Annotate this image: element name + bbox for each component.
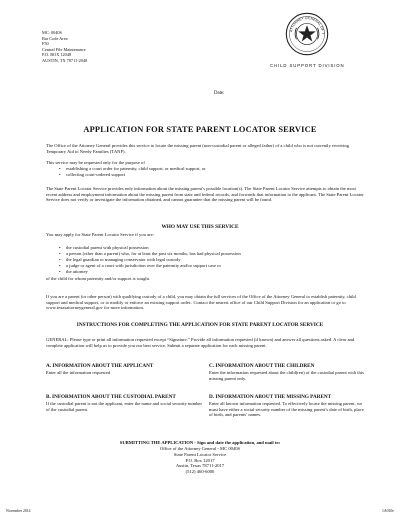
section-d-text: Enter all known information requested. To effectively locate the missing parent, we must have either a social security number of the missing parent’s date of birth, place of birth, and parents’ names.: [209, 400, 364, 418]
agency-address: [42, 30, 87, 64]
submit-header: SUBMITTING THE APPLICATION - Sign and date the application, and mail to:: [119, 440, 281, 445]
seal-text: ATTORNEY GENERAL OF T: [289, 16, 325, 35]
who-list: [66, 245, 366, 275]
list-item: • collecting court-ordered support: [66, 172, 366, 178]
section-c-text: Enter the information requested about the child(ren) of the custodial parent with this missing parent only.: [209, 369, 364, 381]
form-title: APPLICATION FOR STATE PARENT LOCATOR SERVICE: [83, 125, 317, 134]
instructions-header: INSTRUCTIONS FOR COMPLETING THE APPLICATION FOR STATE PARENT LOCATOR SERVICE: [76, 322, 324, 328]
section-d-title: D. INFORMATION ABOUT THE MISSING PARENT: [209, 394, 332, 400]
address-line: (512) 460-6000: [185, 469, 215, 475]
section-d: [209, 395, 365, 418]
address-line: F50: [42, 41, 49, 47]
section-a: [46, 364, 202, 376]
list-item: • a judge or agent of a court with jurisdiction over the paternity and/or support case or: [66, 263, 366, 269]
who-header: WHO MAY USE THIS SERVICE: [161, 224, 239, 230]
list-item: • establishing a court order for paternity, child support, or medical support, or: [66, 166, 366, 172]
address-line: P.O. Box 12017: [185, 457, 215, 463]
footer-date: November 2014: [6, 509, 31, 513]
section-c-title: C. INFORMATION ABOUT THE CHILDREN: [209, 363, 315, 369]
address-line: State Parent Locator Service: [173, 451, 227, 457]
address-line: Central File Maintenance: [42, 46, 86, 52]
date-label: Date:: [214, 91, 225, 96]
address-line: AUSTIN, TX 78711-2048: [42, 57, 88, 63]
section-b: [46, 395, 202, 412]
who-tail: of the child for whom paternity and/or support is sought.: [46, 276, 151, 281]
address-line: Office of the Attorney General - MC 0040S: [159, 446, 241, 451]
list-item: • a person (other than a parent) who, for at least the past six months, has had physical possession: [66, 251, 366, 257]
submit-address: [0, 446, 400, 475]
intro-paragraph: The Office of the Attorney General provides this service to locate the missing parent (non-custodial parent or alleged father) of a child who is not currently receiving Temporary Aid to Needy Families (TANF).: [46, 143, 349, 154]
section-b-text: If the custodial parent is not the applicant, enter the name and social security number of the custodial parent.: [46, 400, 203, 412]
address-line: Bar Code Area: [42, 35, 68, 41]
section-c: [209, 364, 365, 381]
address-line: MC: 0040S: [42, 30, 62, 35]
purpose-lead: This service may be requested only for the purpose of: [46, 160, 145, 165]
list-item: • the custodial parent with physical possession: [66, 245, 366, 251]
who-lead: You may apply for State Parent Locator Service if you are:: [46, 232, 154, 237]
section-b-title: B. INFORMATION ABOUT THE CUSTODIAL PARENT: [46, 394, 176, 400]
purpose-list: [66, 166, 366, 178]
list-item: • the legal guardian or managing conservator with legal custody: [66, 257, 366, 263]
info-paragraph: The State Parent Locator Service provides only information about the missing parent’s possible location(s). The State Parent Locator Service attempts to obtain the most recent address and employment information about the missing parent from state and federal records, and forwards that information to the applicant. The State Parent Locator Service does not verify or investigate the information obtained, and cannot guarantee that the missing parent will be found.: [46, 186, 364, 203]
full-services-paragraph: If you are a parent (or other person) with qualifying custody of a child, you may obtain the full services of the Office of the Attorney General to establish paternity, child support and medical support, or to modify or enforce an existing support order.. Contact the nearest office of our Child Support Division for an application or go to www.texasattorneygeneral.gov for more information.: [46, 294, 356, 311]
division-name: CHILD SUPPORT DIVISION: [270, 63, 345, 68]
footer-form-code: 1A010e: [381, 509, 394, 513]
general-instructions: GENERAL: Please type or print all information requested except “Signature.” Provide all information requested (if known) and answer all questions asked. A clear and complete application will help us to provide you our best service. Submit a separate application for each missing parent.: [46, 337, 355, 348]
list-item: • the attorney: [66, 269, 366, 275]
section-a-title: A. INFORMATION ABOUT THE APPLICANT: [46, 363, 154, 369]
section-a-text: Enter all the information requested: [46, 369, 111, 375]
attorney-general-seal-icon: [285, 12, 329, 56]
address-line: Austin, Texas 78711-2017: [175, 463, 225, 469]
address-line: P.O. BOX 12048: [42, 52, 72, 58]
